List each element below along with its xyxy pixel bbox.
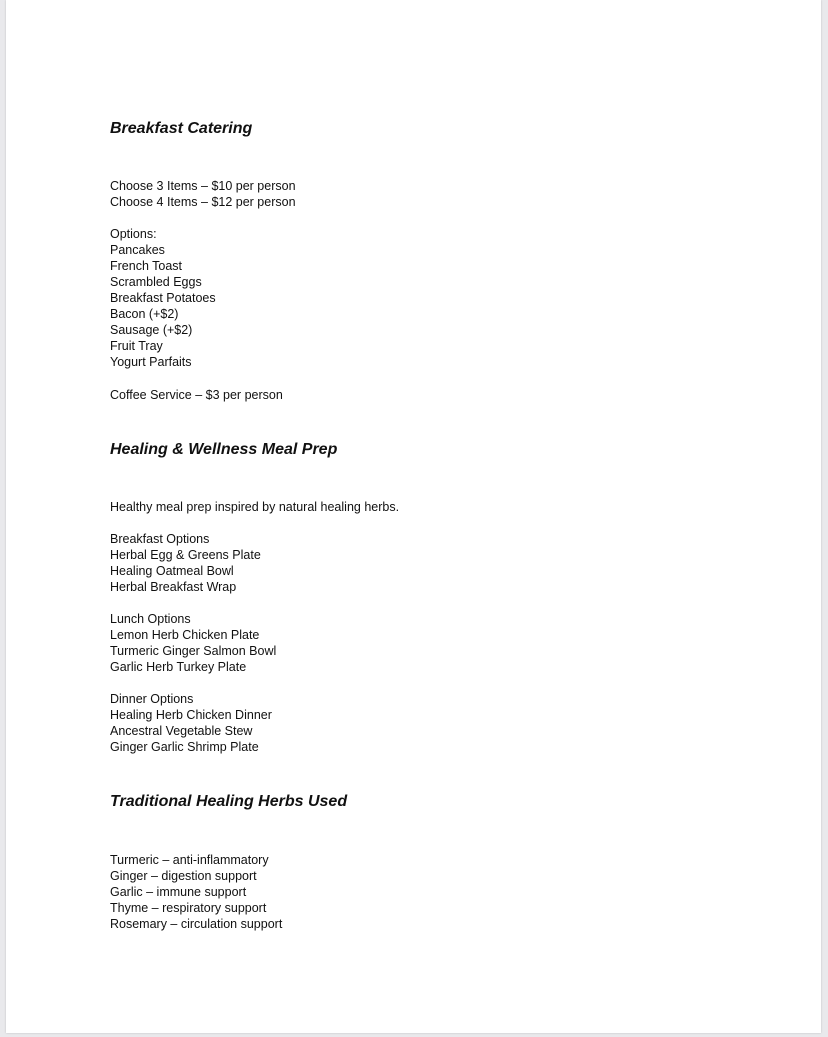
herb-item: Ginger – digestion support	[110, 869, 257, 883]
herbs-heading: Traditional Healing Herbs Used	[110, 793, 348, 810]
option-item: Sausage (+$2)	[110, 323, 193, 337]
wellness-dinner-section	[110, 691, 272, 755]
option-item: Fruit Tray	[110, 339, 163, 353]
wellness-intro	[110, 499, 399, 515]
herb-item: Garlic – immune support	[110, 885, 247, 899]
pricing-item: Choose 4 Items – $12 per person	[110, 195, 296, 209]
breakfast-options-label: Breakfast Options	[110, 532, 210, 546]
wellness-breakfast-section	[110, 531, 261, 595]
breakfast-pricing-list	[110, 178, 296, 210]
meal-item: Herbal Breakfast Wrap	[110, 580, 237, 594]
meal-item: Herbal Egg & Greens Plate	[110, 548, 261, 562]
meal-item: Garlic Herb Turkey Plate	[110, 660, 247, 674]
herb-item: Turmeric – anti-inflammatory	[110, 853, 269, 867]
meal-item: Ginger Garlic Shrimp Plate	[110, 740, 259, 754]
herbs-list	[110, 852, 282, 932]
option-item: Pancakes	[110, 243, 165, 257]
meal-item: Turmeric Ginger Salmon Bowl	[110, 644, 277, 658]
pricing-item: Choose 3 Items – $10 per person	[110, 179, 296, 193]
lunch-options-label: Lunch Options	[110, 612, 191, 626]
wellness-lunch-section	[110, 611, 276, 675]
wellness-heading: Healing & Wellness Meal Prep	[110, 441, 338, 458]
option-item: Breakfast Potatoes	[110, 291, 216, 305]
meal-item: Healing Herb Chicken Dinner	[110, 708, 272, 722]
option-item: Yogurt Parfaits	[110, 355, 192, 369]
meal-item: Ancestral Vegetable Stew	[110, 724, 253, 738]
meal-item: Healing Oatmeal Bowl	[110, 564, 234, 578]
breakfast-options-section	[110, 226, 216, 370]
coffee-service-line: Coffee Service – $3 per person	[110, 388, 283, 402]
herb-item: Thyme – respiratory support	[110, 901, 267, 915]
meal-item: Lemon Herb Chicken Plate	[110, 628, 260, 642]
herb-item: Rosemary – circulation support	[110, 917, 283, 931]
option-item: Bacon (+$2)	[110, 307, 179, 321]
dinner-options-label: Dinner Options	[110, 692, 194, 706]
coffee-service	[110, 387, 283, 403]
option-item: French Toast	[110, 259, 183, 273]
options-label: Options:	[110, 227, 157, 241]
breakfast-heading: Breakfast Catering	[110, 120, 253, 137]
option-item: Scrambled Eggs	[110, 275, 202, 289]
wellness-intro-text: Healthy meal prep inspired by natural healing herbs.	[110, 500, 400, 514]
document-page[interactable]	[6, 0, 821, 1033]
